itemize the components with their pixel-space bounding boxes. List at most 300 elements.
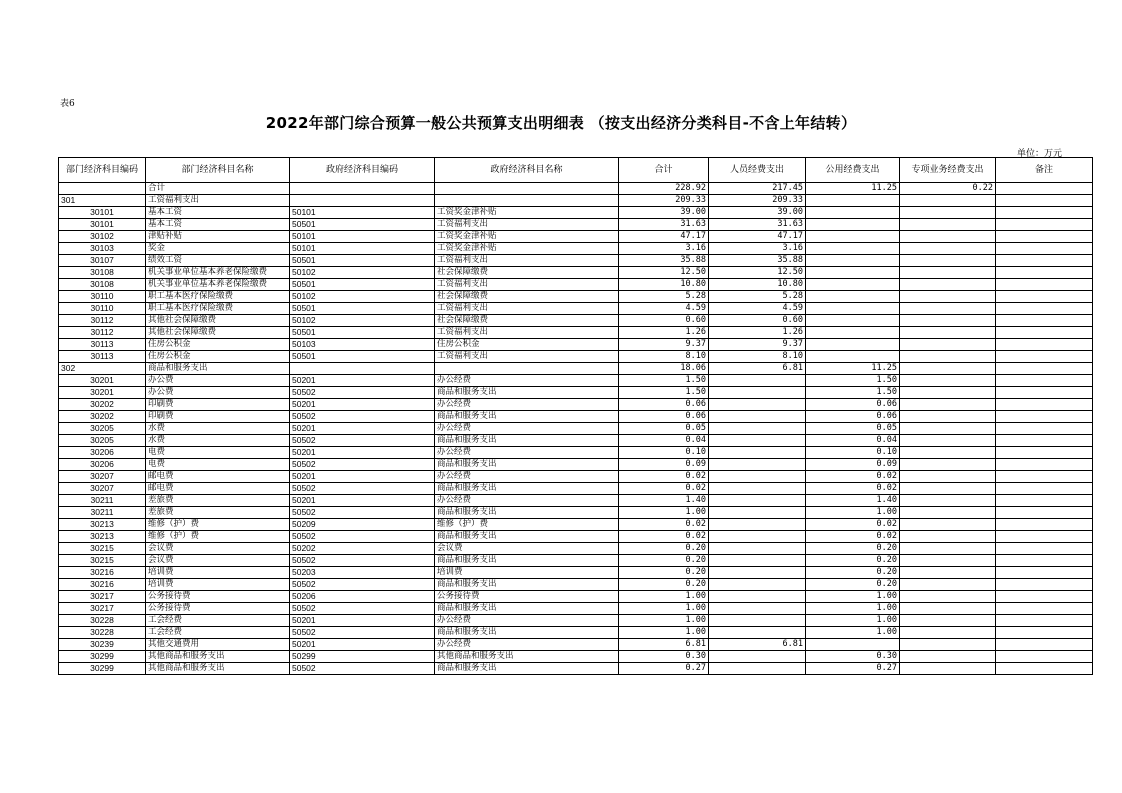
- cell-total: 0.02: [619, 483, 709, 495]
- cell-personnel: [709, 615, 806, 627]
- cell-dept-name: 公务接待费: [146, 603, 290, 615]
- cell-gov-code: 50202: [290, 543, 435, 555]
- cell-dept-code: 30113: [59, 351, 146, 363]
- cell-dept-code: 302: [59, 363, 146, 375]
- cell-dept-code: 30228: [59, 627, 146, 639]
- cell-gov-name: [435, 363, 619, 375]
- cell-public: 11.25: [806, 363, 900, 375]
- cell-note: [996, 351, 1093, 363]
- cell-special: [900, 279, 996, 291]
- cell-dept-name: 维修（护）费: [146, 519, 290, 531]
- cell-personnel: [709, 423, 806, 435]
- table-row: [59, 327, 1093, 339]
- cell-personnel: [709, 651, 806, 663]
- cell-dept-code: 30216: [59, 579, 146, 591]
- cell-special: [900, 327, 996, 339]
- cell-special: [900, 447, 996, 459]
- table-row: [59, 435, 1093, 447]
- cell-gov-name: 办公经费: [435, 375, 619, 387]
- cell-note: [996, 639, 1093, 651]
- cell-special: [900, 591, 996, 603]
- cell-special: [900, 267, 996, 279]
- cell-dept-name: 住房公积金: [146, 339, 290, 351]
- column-header-gov-name: 政府经济科目名称: [435, 158, 619, 183]
- cell-special: [900, 579, 996, 591]
- cell-gov-code: 50501: [290, 279, 435, 291]
- cell-gov-code: 50502: [290, 411, 435, 423]
- cell-public: 0.02: [806, 531, 900, 543]
- cell-gov-code: 50502: [290, 579, 435, 591]
- cell-dept-name: 公务接待费: [146, 591, 290, 603]
- cell-gov-code: 50201: [290, 495, 435, 507]
- table-row: [59, 219, 1093, 231]
- cell-total: 0.06: [619, 411, 709, 423]
- cell-dept-name: 水费: [146, 435, 290, 447]
- table-row: [59, 579, 1093, 591]
- cell-note: [996, 615, 1093, 627]
- cell-special: [900, 471, 996, 483]
- cell-gov-name: 商品和服务支出: [435, 459, 619, 471]
- cell-public: 0.10: [806, 447, 900, 459]
- table-row: [59, 339, 1093, 351]
- cell-dept-code: 30102: [59, 231, 146, 243]
- cell-personnel: [709, 591, 806, 603]
- cell-special: [900, 627, 996, 639]
- cell-gov-code: 50501: [290, 351, 435, 363]
- cell-public: 0.27: [806, 663, 900, 675]
- column-header-personnel: 人员经费支出: [709, 158, 806, 183]
- unit-label: 单位：万元: [1016, 149, 1062, 159]
- cell-total: 47.17: [619, 231, 709, 243]
- cell-total: 31.63: [619, 219, 709, 231]
- cell-special: [900, 423, 996, 435]
- column-header-public: 公用经费支出: [806, 158, 900, 183]
- table-header-row: [59, 158, 1093, 183]
- cell-total: 1.00: [619, 627, 709, 639]
- cell-gov-code: 50203: [290, 567, 435, 579]
- cell-note: [996, 195, 1093, 207]
- cell-special: [900, 375, 996, 387]
- cell-total: 8.10: [619, 351, 709, 363]
- table-row: [59, 447, 1093, 459]
- table-row: [59, 495, 1093, 507]
- cell-public: 1.40: [806, 495, 900, 507]
- cell-dept-code: 30216: [59, 567, 146, 579]
- cell-dept-code: 30239: [59, 639, 146, 651]
- cell-dept-name: 其他社会保障缴费: [146, 327, 290, 339]
- cell-note: [996, 231, 1093, 243]
- cell-dept-name: 印刷费: [146, 399, 290, 411]
- cell-public: 0.06: [806, 399, 900, 411]
- cell-gov-name: 商品和服务支出: [435, 603, 619, 615]
- cell-personnel: [709, 375, 806, 387]
- cell-note: [996, 339, 1093, 351]
- cell-note: [996, 375, 1093, 387]
- cell-public: 11.25: [806, 183, 900, 195]
- cell-dept-code: 30217: [59, 591, 146, 603]
- cell-dept-name: 办公费: [146, 387, 290, 399]
- cell-special: [900, 351, 996, 363]
- cell-note: [996, 495, 1093, 507]
- cell-gov-code: 50299: [290, 651, 435, 663]
- table-row: [59, 471, 1093, 483]
- cell-special: [900, 435, 996, 447]
- cell-gov-name: 办公经费: [435, 423, 619, 435]
- cell-public: 0.04: [806, 435, 900, 447]
- cell-note: [996, 459, 1093, 471]
- column-header-dept-name: 部门经济科目名称: [146, 158, 290, 183]
- cell-dept-name: 基本工资: [146, 207, 290, 219]
- table-row: [59, 459, 1093, 471]
- cell-total: 4.59: [619, 303, 709, 315]
- cell-personnel: [709, 531, 806, 543]
- cell-total: 0.30: [619, 651, 709, 663]
- cell-gov-name: 住房公积金: [435, 339, 619, 351]
- table-row: [59, 399, 1093, 411]
- table-row: [59, 423, 1093, 435]
- cell-personnel: 4.59: [709, 303, 806, 315]
- cell-special: 0.22: [900, 183, 996, 195]
- cell-public: [806, 315, 900, 327]
- cell-gov-name: 商品和服务支出: [435, 483, 619, 495]
- cell-note: [996, 531, 1093, 543]
- table-row: [59, 591, 1093, 603]
- cell-note: [996, 219, 1093, 231]
- cell-total: 0.06: [619, 399, 709, 411]
- cell-note: [996, 363, 1093, 375]
- table-row: [59, 543, 1093, 555]
- cell-dept-code: 30101: [59, 219, 146, 231]
- table-row: [59, 507, 1093, 519]
- cell-total: 35.88: [619, 255, 709, 267]
- cell-public: 1.00: [806, 507, 900, 519]
- cell-note: [996, 207, 1093, 219]
- cell-dept-code: [59, 183, 146, 195]
- cell-gov-name: 工资福利支出: [435, 279, 619, 291]
- cell-gov-name: 办公经费: [435, 615, 619, 627]
- cell-dept-name: 机关事业单位基本养老保险缴费: [146, 279, 290, 291]
- cell-public: 0.02: [806, 519, 900, 531]
- table-row: [59, 651, 1093, 663]
- cell-personnel: [709, 471, 806, 483]
- cell-total: 0.20: [619, 555, 709, 567]
- cell-personnel: 6.81: [709, 639, 806, 651]
- cell-gov-code: 50502: [290, 435, 435, 447]
- table-row: [59, 387, 1093, 399]
- cell-total: 0.02: [619, 471, 709, 483]
- table-number-label: 表6: [60, 99, 75, 109]
- cell-public: [806, 351, 900, 363]
- cell-personnel: 217.45: [709, 183, 806, 195]
- cell-public: [806, 195, 900, 207]
- cell-gov-name: 工资福利支出: [435, 351, 619, 363]
- cell-gov-code: [290, 363, 435, 375]
- cell-gov-code: [290, 195, 435, 207]
- cell-note: [996, 543, 1093, 555]
- table-row: [59, 639, 1093, 651]
- cell-personnel: 35.88: [709, 255, 806, 267]
- cell-gov-code: 50102: [290, 291, 435, 303]
- cell-dept-name: 培训费: [146, 567, 290, 579]
- cell-special: [900, 303, 996, 315]
- cell-gov-name: 工资奖金津补贴: [435, 231, 619, 243]
- cell-special: [900, 363, 996, 375]
- cell-gov-name: 维修（护）费: [435, 519, 619, 531]
- cell-note: [996, 591, 1093, 603]
- cell-personnel: [709, 603, 806, 615]
- cell-total: 0.02: [619, 519, 709, 531]
- cell-special: [900, 339, 996, 351]
- table-row: [59, 243, 1093, 255]
- cell-gov-name: 会议费: [435, 543, 619, 555]
- cell-note: [996, 471, 1093, 483]
- page-title: 2022年部门综合预算一般公共预算支出明细表 （按支出经济分类科目-不含上年结转）: [265, 114, 857, 132]
- cell-gov-name: 办公经费: [435, 447, 619, 459]
- cell-gov-name: 商品和服务支出: [435, 627, 619, 639]
- cell-gov-code: 50502: [290, 663, 435, 675]
- cell-special: [900, 651, 996, 663]
- cell-dept-name: 合计: [146, 183, 290, 195]
- cell-total: 10.80: [619, 279, 709, 291]
- cell-personnel: 39.00: [709, 207, 806, 219]
- cell-gov-name: 工资福利支出: [435, 303, 619, 315]
- cell-special: [900, 615, 996, 627]
- cell-total: 12.50: [619, 267, 709, 279]
- cell-personnel: 31.63: [709, 219, 806, 231]
- cell-public: 1.00: [806, 627, 900, 639]
- cell-dept-code: 30112: [59, 315, 146, 327]
- cell-total: 3.16: [619, 243, 709, 255]
- cell-gov-name: 商品和服务支出: [435, 411, 619, 423]
- cell-total: 1.40: [619, 495, 709, 507]
- cell-personnel: 0.60: [709, 315, 806, 327]
- cell-gov-code: 50201: [290, 447, 435, 459]
- table-row: [59, 255, 1093, 267]
- cell-public: [806, 339, 900, 351]
- cell-personnel: 12.50: [709, 267, 806, 279]
- cell-public: [806, 327, 900, 339]
- cell-dept-code: 30207: [59, 471, 146, 483]
- cell-dept-code: 30213: [59, 531, 146, 543]
- cell-special: [900, 663, 996, 675]
- column-header-note: 备注: [996, 158, 1093, 183]
- cell-public: 0.06: [806, 411, 900, 423]
- cell-personnel: 209.33: [709, 195, 806, 207]
- cell-dept-code: 30205: [59, 435, 146, 447]
- cell-note: [996, 447, 1093, 459]
- cell-note: [996, 327, 1093, 339]
- cell-public: 0.02: [806, 483, 900, 495]
- cell-gov-name: 商品和服务支出: [435, 387, 619, 399]
- cell-dept-code: 30299: [59, 663, 146, 675]
- cell-note: [996, 411, 1093, 423]
- cell-public: 0.02: [806, 471, 900, 483]
- cell-gov-name: 工资福利支出: [435, 219, 619, 231]
- cell-special: [900, 195, 996, 207]
- cell-gov-name: 社会保障缴费: [435, 291, 619, 303]
- cell-personnel: [709, 567, 806, 579]
- cell-dept-name: 工会经费: [146, 627, 290, 639]
- cell-dept-name: 邮电费: [146, 471, 290, 483]
- cell-gov-name: 办公经费: [435, 639, 619, 651]
- cell-dept-code: 30110: [59, 291, 146, 303]
- cell-total: 0.09: [619, 459, 709, 471]
- cell-gov-name: 工资福利支出: [435, 255, 619, 267]
- cell-dept-name: 住房公积金: [146, 351, 290, 363]
- cell-note: [996, 603, 1093, 615]
- cell-special: [900, 411, 996, 423]
- cell-gov-name: 商品和服务支出: [435, 555, 619, 567]
- cell-personnel: [709, 543, 806, 555]
- table-row: [59, 279, 1093, 291]
- column-header-gov-code: 政府经济科目编码: [290, 158, 435, 183]
- cell-gov-code: 50101: [290, 243, 435, 255]
- cell-note: [996, 255, 1093, 267]
- cell-gov-name: 办公经费: [435, 399, 619, 411]
- cell-gov-name: 社会保障缴费: [435, 267, 619, 279]
- cell-dept-name: 培训费: [146, 579, 290, 591]
- cell-note: [996, 279, 1093, 291]
- table-row: [59, 291, 1093, 303]
- cell-total: 209.33: [619, 195, 709, 207]
- cell-note: [996, 291, 1093, 303]
- cell-gov-name: 商品和服务支出: [435, 435, 619, 447]
- table-row: [59, 267, 1093, 279]
- cell-dept-code: 30215: [59, 555, 146, 567]
- cell-dept-name: 职工基本医疗保险缴费: [146, 303, 290, 315]
- table-row: [59, 195, 1093, 207]
- cell-gov-code: 50501: [290, 219, 435, 231]
- cell-total: 1.00: [619, 507, 709, 519]
- table-row: [59, 351, 1093, 363]
- cell-gov-code: 50501: [290, 255, 435, 267]
- cell-public: 0.20: [806, 567, 900, 579]
- cell-dept-code: 30213: [59, 519, 146, 531]
- cell-gov-code: [290, 183, 435, 195]
- cell-personnel: [709, 495, 806, 507]
- cell-gov-code: 50201: [290, 399, 435, 411]
- cell-gov-code: 50502: [290, 387, 435, 399]
- cell-public: 0.20: [806, 555, 900, 567]
- cell-special: [900, 495, 996, 507]
- cell-gov-code: 50201: [290, 375, 435, 387]
- column-header-total: 合计: [619, 158, 709, 183]
- cell-note: [996, 519, 1093, 531]
- cell-gov-name: 工资福利支出: [435, 327, 619, 339]
- cell-gov-code: 50209: [290, 519, 435, 531]
- cell-dept-name: 水费: [146, 423, 290, 435]
- cell-dept-name: 差旅费: [146, 495, 290, 507]
- cell-public: [806, 279, 900, 291]
- cell-note: [996, 423, 1093, 435]
- cell-public: 0.20: [806, 543, 900, 555]
- cell-dept-code: 30205: [59, 423, 146, 435]
- cell-dept-name: 工资福利支出: [146, 195, 290, 207]
- cell-total: 0.05: [619, 423, 709, 435]
- cell-personnel: [709, 399, 806, 411]
- cell-special: [900, 243, 996, 255]
- cell-gov-name: 商品和服务支出: [435, 507, 619, 519]
- cell-public: 0.20: [806, 579, 900, 591]
- cell-public: [806, 639, 900, 651]
- cell-special: [900, 459, 996, 471]
- cell-public: [806, 291, 900, 303]
- cell-total: 1.50: [619, 387, 709, 399]
- cell-gov-code: 50103: [290, 339, 435, 351]
- cell-gov-code: 50102: [290, 315, 435, 327]
- cell-total: 39.00: [619, 207, 709, 219]
- cell-note: [996, 243, 1093, 255]
- cell-dept-code: 30107: [59, 255, 146, 267]
- cell-special: [900, 519, 996, 531]
- cell-dept-name: 其他交通费用: [146, 639, 290, 651]
- cell-special: [900, 543, 996, 555]
- cell-gov-code: 50502: [290, 627, 435, 639]
- cell-personnel: [709, 411, 806, 423]
- cell-special: [900, 219, 996, 231]
- cell-gov-name: 社会保障缴费: [435, 315, 619, 327]
- cell-dept-name: 电费: [146, 459, 290, 471]
- cell-dept-name: 职工基本医疗保险缴费: [146, 291, 290, 303]
- cell-public: [806, 303, 900, 315]
- cell-special: [900, 555, 996, 567]
- cell-dept-code: 30206: [59, 447, 146, 459]
- cell-gov-name: [435, 183, 619, 195]
- cell-personnel: [709, 459, 806, 471]
- cell-dept-name: 津贴补贴: [146, 231, 290, 243]
- cell-special: [900, 483, 996, 495]
- cell-note: [996, 627, 1093, 639]
- cell-dept-name: 电费: [146, 447, 290, 459]
- cell-gov-code: 50502: [290, 531, 435, 543]
- cell-total: 1.00: [619, 615, 709, 627]
- cell-dept-code: 30228: [59, 615, 146, 627]
- table-row: [59, 663, 1093, 675]
- cell-dept-name: 其他社会保障缴费: [146, 315, 290, 327]
- cell-total: 228.92: [619, 183, 709, 195]
- cell-dept-name: 绩效工资: [146, 255, 290, 267]
- cell-note: [996, 567, 1093, 579]
- cell-gov-code: 50201: [290, 423, 435, 435]
- table-row: [59, 363, 1093, 375]
- cell-public: [806, 219, 900, 231]
- cell-special: [900, 315, 996, 327]
- table-row: [59, 483, 1093, 495]
- cell-dept-code: 30201: [59, 375, 146, 387]
- cell-gov-code: 50201: [290, 471, 435, 483]
- cell-dept-code: 30202: [59, 399, 146, 411]
- cell-dept-name: 基本工资: [146, 219, 290, 231]
- cell-dept-name: 会议费: [146, 555, 290, 567]
- cell-public: 0.30: [806, 651, 900, 663]
- cell-special: [900, 567, 996, 579]
- table-row: [59, 303, 1093, 315]
- cell-total: 5.28: [619, 291, 709, 303]
- cell-personnel: 10.80: [709, 279, 806, 291]
- cell-dept-name: 办公费: [146, 375, 290, 387]
- cell-total: 1.26: [619, 327, 709, 339]
- cell-total: 1.00: [619, 591, 709, 603]
- table-row: [59, 315, 1093, 327]
- cell-note: [996, 303, 1093, 315]
- cell-note: [996, 507, 1093, 519]
- cell-special: [900, 231, 996, 243]
- cell-gov-code: 50201: [290, 639, 435, 651]
- cell-personnel: [709, 387, 806, 399]
- cell-special: [900, 507, 996, 519]
- cell-personnel: 8.10: [709, 351, 806, 363]
- cell-special: [900, 291, 996, 303]
